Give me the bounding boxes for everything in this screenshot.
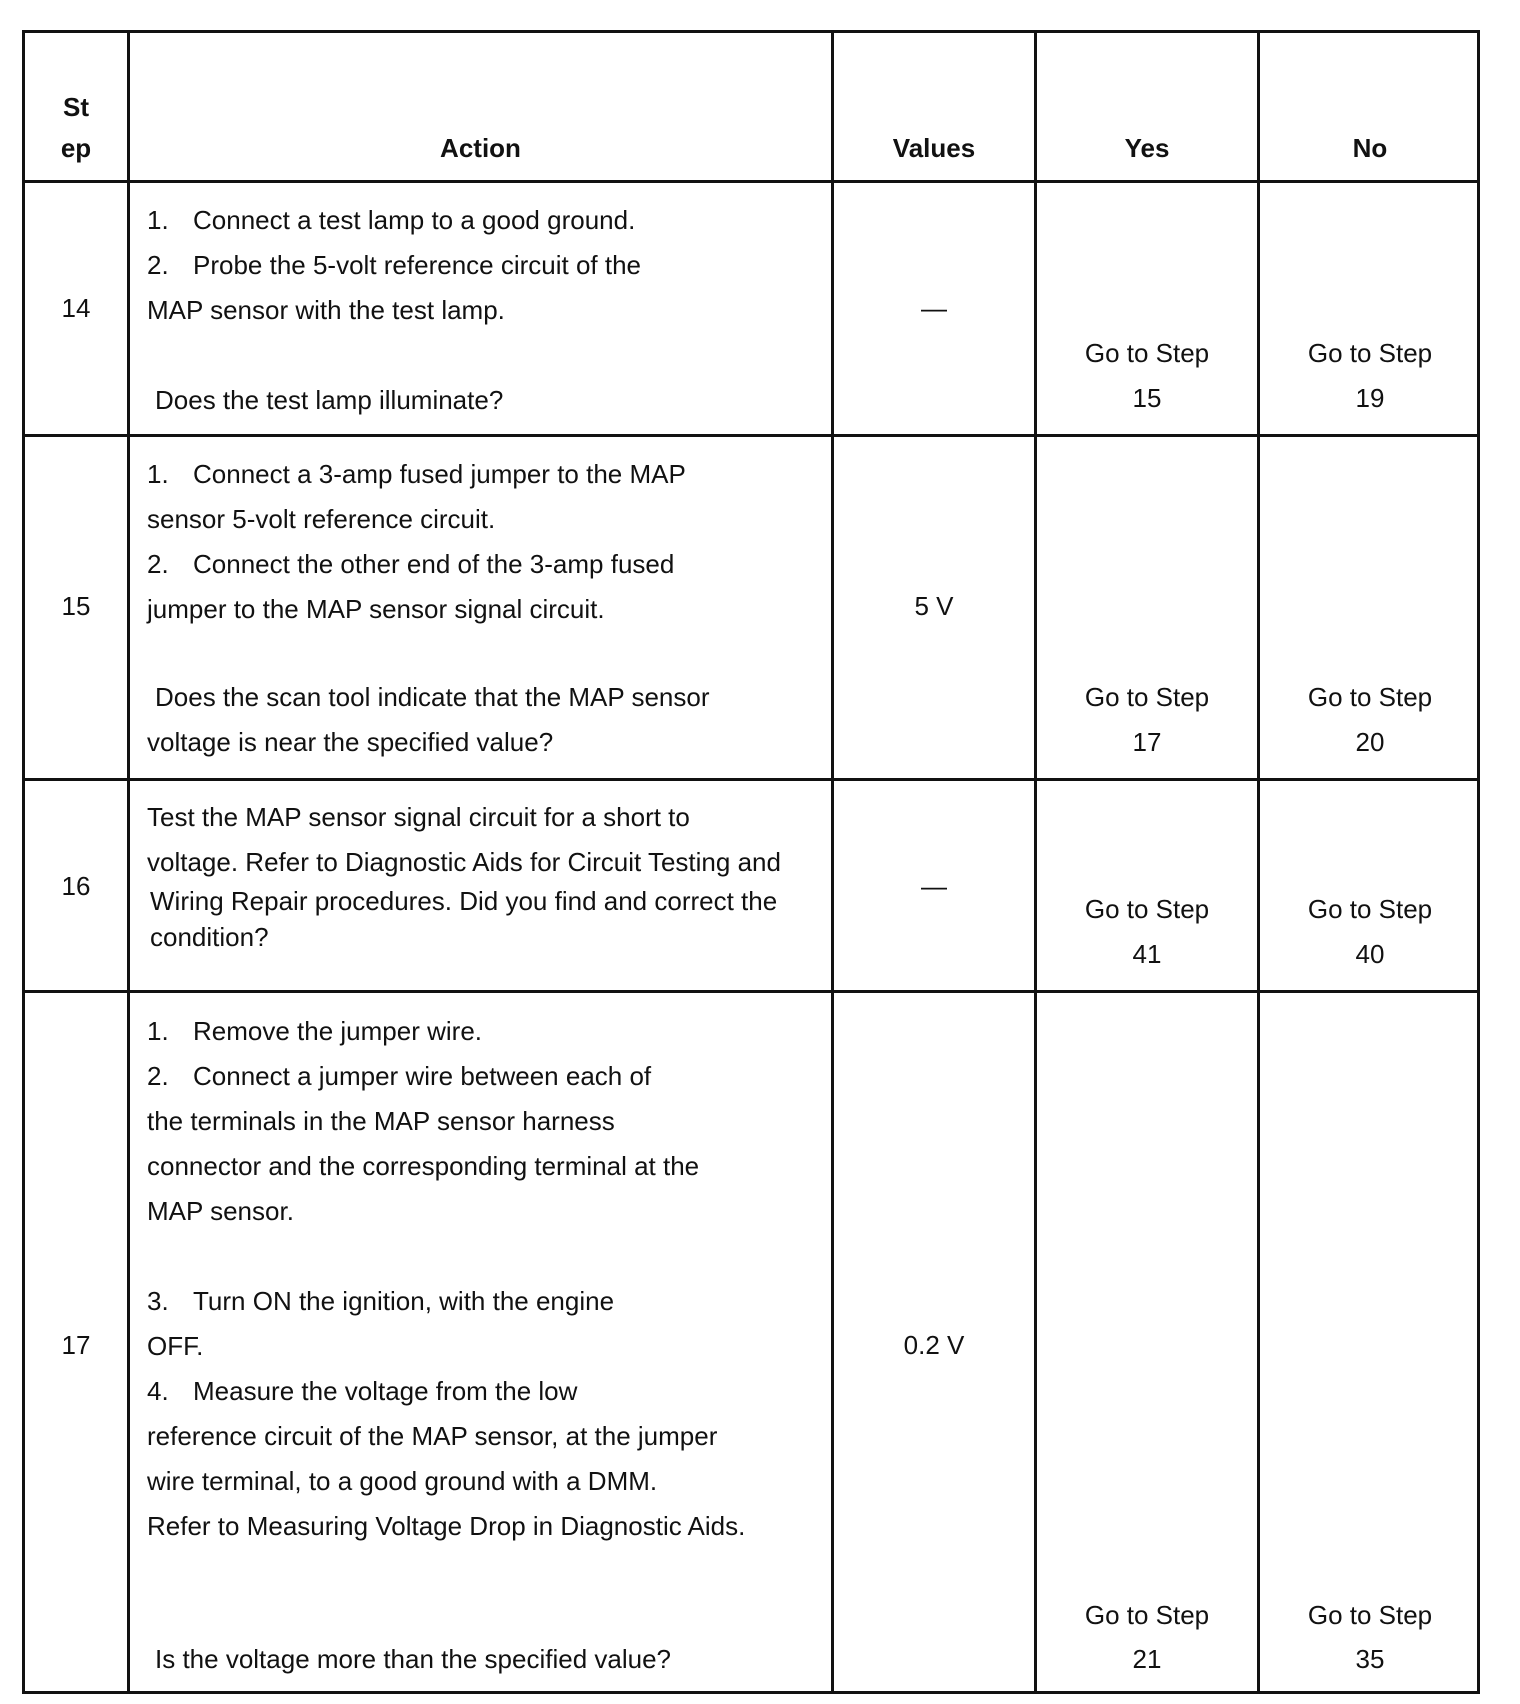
yes-go-to-step: Go to Step [1084,682,1210,712]
row-divider [25,990,1477,993]
no-go-to-step: Go to Step [1307,682,1433,712]
action-question: Does the test lamp illuminate? [155,385,504,415]
action-line: MAP sensor with the test lamp. [147,295,505,325]
row-divider [25,778,1477,781]
action-line [147,452,686,497]
action-line: reference circuit of the MAP sensor, at the jumper [147,1421,718,1451]
action-line [147,1369,577,1414]
step-number: 16 [61,871,91,901]
column-divider [1034,33,1037,1691]
action-line-text: Connect a 3-amp fused jumper to the MAP [193,459,686,489]
action-line [147,542,674,587]
action-line [147,1279,614,1324]
value-cell: 5 V [914,591,954,621]
no-step-number: 20 [1355,727,1385,757]
yes-step-number: 21 [1132,1644,1162,1674]
header-action: Action [440,133,521,163]
action-line: sensor 5-volt reference circuit. [147,504,496,534]
action-question: voltage is near the specified value? [147,727,554,757]
action-line: condition? [150,922,269,952]
action-line-number: 2. [147,549,169,579]
step-number: 17 [61,1330,91,1360]
action-line [147,198,635,243]
diagnostic-table [22,30,1480,1694]
column-divider [831,33,834,1691]
no-go-to-step: Go to Step [1307,338,1433,368]
action-line: voltage. Refer to Diagnostic Aids for Circuit Testing and [147,847,781,877]
yes-step-number: 15 [1132,383,1162,413]
value-cell: — [921,293,947,323]
no-step-number: 35 [1355,1644,1385,1674]
action-line [147,1009,482,1054]
action-line-number: 1. [147,1016,169,1046]
action-line-number: 4. [147,1376,169,1406]
action-line: connector and the corresponding terminal at the [147,1151,700,1181]
action-line: the terminals in the MAP sensor harness [147,1106,615,1136]
action-question: Is the voltage more than the specified value? [155,1644,671,1674]
header-yes: Yes [1124,133,1170,163]
action-line [147,1054,651,1099]
action-line-text: Connect a test lamp to a good ground. [193,205,636,235]
action-line-number: 2. [147,1061,169,1091]
header-step-line1: St [63,92,89,122]
header-no: No [1352,133,1388,163]
action-line [147,243,641,288]
row-divider [25,180,1477,183]
action-line-text: Turn ON the ignition, with the engine [193,1286,615,1316]
value-cell: 0.2 V [903,1330,965,1360]
header-step-line2: ep [60,133,92,163]
yes-step-number: 41 [1132,939,1162,969]
no-step-number: 40 [1355,939,1385,969]
header-values: Values [892,133,976,163]
yes-go-to-step: Go to Step [1084,894,1210,924]
action-line-number: 3. [147,1286,169,1316]
action-line-text: Probe the 5-volt reference circuit of the [193,250,642,280]
action-line: OFF. [147,1331,204,1361]
action-line: Test the MAP sensor signal circuit for a short to [147,802,690,832]
no-go-to-step: Go to Step [1307,1600,1433,1630]
action-line-text: Connect the other end of the 3-amp fused [193,549,675,579]
column-divider [127,33,130,1691]
action-line: wire terminal, to a good ground with a DMM. [147,1466,658,1496]
column-divider [1257,33,1260,1691]
step-number: 15 [61,591,91,621]
action-line-text: Remove the jumper wire. [193,1016,482,1046]
action-line-number: 1. [147,205,169,235]
yes-step-number: 17 [1132,727,1162,757]
action-line-number: 1. [147,459,169,489]
row-divider [25,434,1477,437]
action-line-text: Measure the voltage from the low [193,1376,578,1406]
step-number: 14 [61,293,91,323]
action-question: Does the scan tool indicate that the MAP sensor [155,682,710,712]
action-line: jumper to the MAP sensor signal circuit. [147,594,605,624]
action-line-number: 2. [147,250,169,280]
no-step-number: 19 [1355,383,1385,413]
no-go-to-step: Go to Step [1307,894,1433,924]
yes-go-to-step: Go to Step [1084,1600,1210,1630]
action-line: Refer to Measuring Voltage Drop in Diagnostic Aids. [147,1511,746,1541]
value-cell: — [921,871,947,901]
action-line-text: Connect a jumper wire between each of [193,1061,652,1091]
action-line: MAP sensor. [147,1196,294,1226]
action-line: Wiring Repair procedures. Did you find and correct the [150,886,778,916]
yes-go-to-step: Go to Step [1084,338,1210,368]
